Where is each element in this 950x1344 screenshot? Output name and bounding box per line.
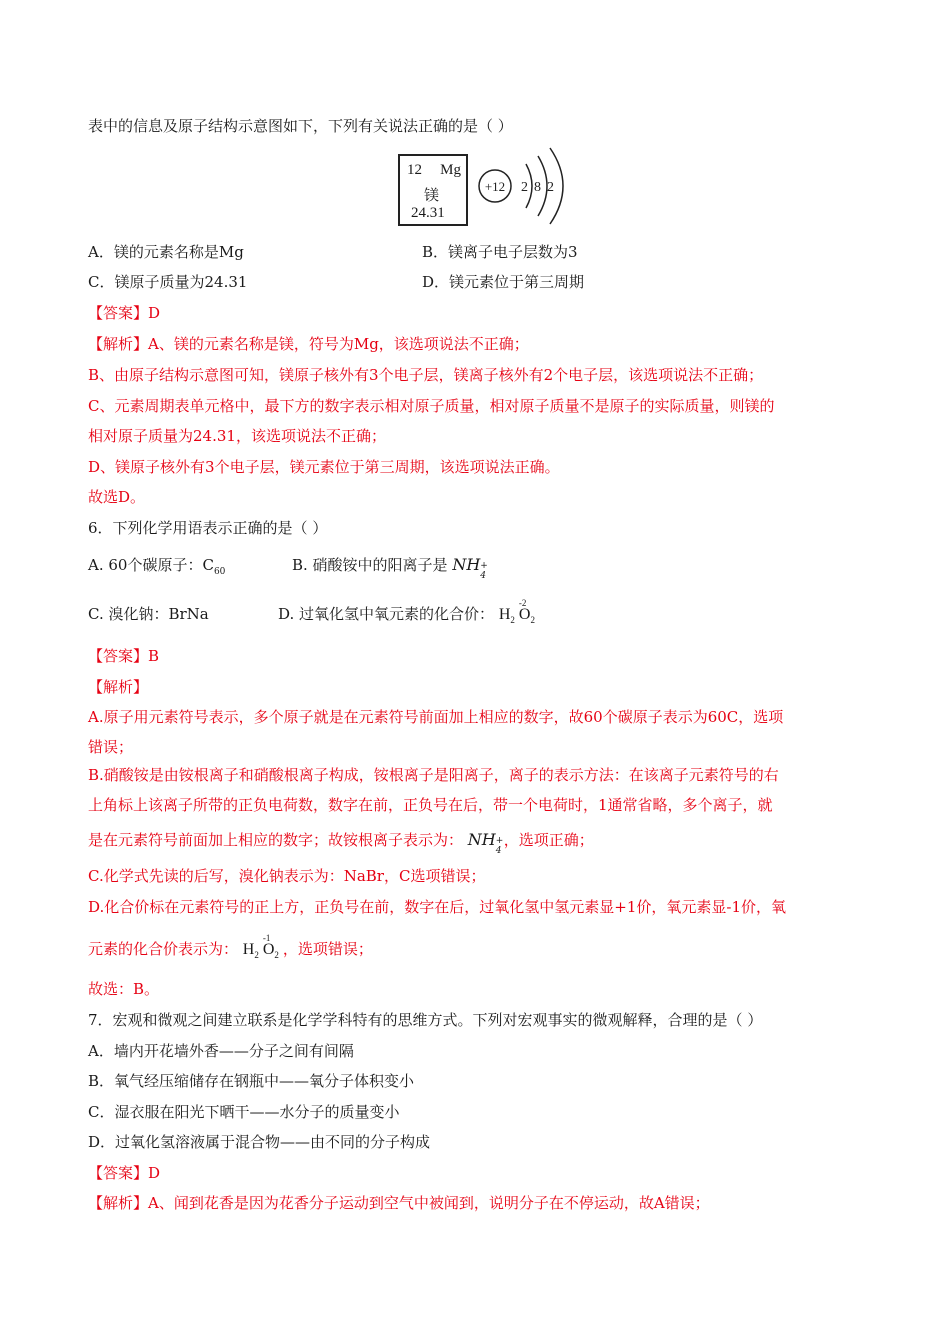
h2o2-o-subscript: 2 [274,950,279,960]
analysis-text: A、闻到花香是因为花香分子运动到空气中被闻到，说明分子在不停运动，故A错误； [148,1194,710,1212]
h2o2-h-subscript: 2 [510,615,515,625]
q5-option-c: C．镁原子质量为24.31 [88,273,248,291]
element-name: 镁 [424,188,440,204]
atomic-mass: 24.31 [411,205,445,221]
nh4-subscript: 4 [495,846,502,856]
h2o2-o-subscript: 2 [530,615,535,625]
nh4-formula [452,555,488,581]
nh4-subscript: 4 [480,571,487,581]
q6-option-d-text: D. 过氧化氢中氧元素的化合价： [278,605,495,623]
c60-subscript: 60 [213,567,226,577]
analysis-text: A、镁的元素名称是镁，符号为Mg，该选项说法不正确； [148,335,529,353]
element-symbol: Mg [440,162,461,178]
q7-option-a: A．墙内开花墙外香——分子之间有间隔 [88,1042,354,1060]
answer-value: D [148,304,161,322]
q5-option-a: A．镁的元素名称是Mg [88,243,244,261]
q5-conclusion: 故选D。 [88,488,146,506]
h2o2-h-subscript: 2 [254,950,259,960]
q7-stem [88,1010,762,1030]
q5-analysis-b: B、由原子结构示意图可知，镁原子核外有3个电子层，镁离子核外有2个电子层，该选项说法不正确； [88,366,764,384]
q6-analysis-b2: 上角标上该离子所带的正负电荷数，数字在前，正负号在后，带一个电荷时，1通常省略，多个离子，就 [88,796,773,814]
shell-2-electrons: 8 [534,180,541,195]
q5-option-b: B．镁离子电子层数为3 [422,243,578,261]
nh4-charge: + [495,836,504,846]
nh4-charge: + [480,561,488,571]
nh4-base: NH [467,830,496,849]
nucleus-charge: +12 [484,179,506,194]
nh4-formula-analysis [467,830,504,856]
h2o2-formula [498,598,535,625]
q6-analysis-a1: A.原子用元素符号表示，多个原子就是在元素符号前面加上相应的数字，故60个碳原子表示为60C，选项 [88,708,784,726]
q6-stem: 6．下列化学用语表示正确的是（ ） [88,519,328,537]
h2o2-h: H [498,606,511,623]
atomic-number: 12 [407,162,422,178]
atom-structure-diagram [476,144,656,234]
q7-option-b: B．氧气经压缩储存在钢瓶中——氧分子体积变小 [88,1072,415,1090]
analysis-b3-text: 是在元素符号前面加上相应的数字；故铵根离子表示为： [88,831,464,849]
analysis-d2-text: 元素的化合价表示为： [88,940,239,958]
q6-conclusion: 故选：B。 [88,980,160,998]
element-cell [398,154,468,226]
analysis-label: 【解析】 [88,1194,149,1212]
q6-analysis-a2: 错误； [88,738,134,756]
q5-analysis-c1: C、元素周期表单元格中，最下方的数字表示相对原子质量，相对原子质量不是原子的实际质量，则镁的 [88,397,775,415]
q7-option-d: D．过氧化氢溶液属于混合物——由不同的分子构成 [88,1133,431,1151]
analysis-b3-tail: ，选项正确； [503,831,594,849]
oxygen-valence: -1 [262,933,271,943]
q5-stem: 表中的信息及原子结构示意图如下，下列有关说法正确的是（ ） [88,117,513,135]
q6-option-d [278,598,535,626]
q5-analysis-c2: 相对原子质量为24.31，该选项说法不正确； [88,427,386,445]
oxygen-with-valence [518,598,531,625]
q6-analysis-d2 [88,933,373,961]
shell-3-electrons: 2 [547,180,554,195]
answer-value: B [148,647,160,665]
q6-analysis-b1: B.硝酸铵是由铵根离子和硝酸根离子构成，铵根离子是阳离子，离子的表示方法：在该离子元素符号的右 [88,766,779,784]
q6-analysis-d1: D.化合价标在元素符号的正上方，正负号在前，数字在后，过氧化氢中氢元素显+1价，氧元素显-1价，氧 [88,898,786,916]
q6-option-b-text: B. 硝酸铵中的阳离子是 [292,556,448,574]
oxygen-valence: -2 [518,598,527,608]
oxygen-with-valence [262,933,275,960]
q6-option-c: C. 溴化钠：BrNa [88,605,209,623]
q6-analysis-c: C.化学式先读的后写，溴化钠表示为：NaBr，C选项错误； [88,867,486,885]
h2o2-o: O [262,941,275,958]
h2o2-o: O [518,606,531,623]
q5-analysis-a [88,334,529,354]
analysis-d2-tail: ，选项错误； [282,940,373,958]
q6-analysis-b3 [88,830,594,856]
q5-option-d: D．镁元素位于第三周期 [422,273,585,291]
h2o2-h: H [242,941,255,958]
q7-analysis-a [88,1193,710,1213]
h2o2-formula-analysis [242,933,283,960]
q5-analysis-d: D、镁原子核外有3个电子层，镁元素位于第三周期，该选项说法正确。 [88,458,560,476]
q6-answer [88,646,159,666]
q7-answer [88,1163,160,1183]
answer-label: 【答案】 [88,304,149,322]
q6-option-b [292,555,488,581]
nh4-base: NH [452,555,481,574]
answer-value: D [148,1164,161,1182]
analysis-label: 【解析】 [88,335,149,353]
answer-label: 【答案】 [88,1164,149,1182]
q5-answer [88,303,160,323]
q7-option-c: C．湿衣服在阳光下晒干——水分子的质量变小 [88,1103,400,1121]
q6-option-a-text: A. 60个碳原子：C [88,556,214,574]
q7-stem-text: 7．宏观和微观之间建立联系是化学学科特有的思维方式。下列对宏观事实的微观解释，合理的是（ ） [88,1011,763,1029]
q6-analysis-label: 【解析】 [88,678,149,696]
answer-label: 【答案】 [88,647,149,665]
q6-option-a [88,555,225,578]
shell-1-electrons: 2 [521,180,528,195]
